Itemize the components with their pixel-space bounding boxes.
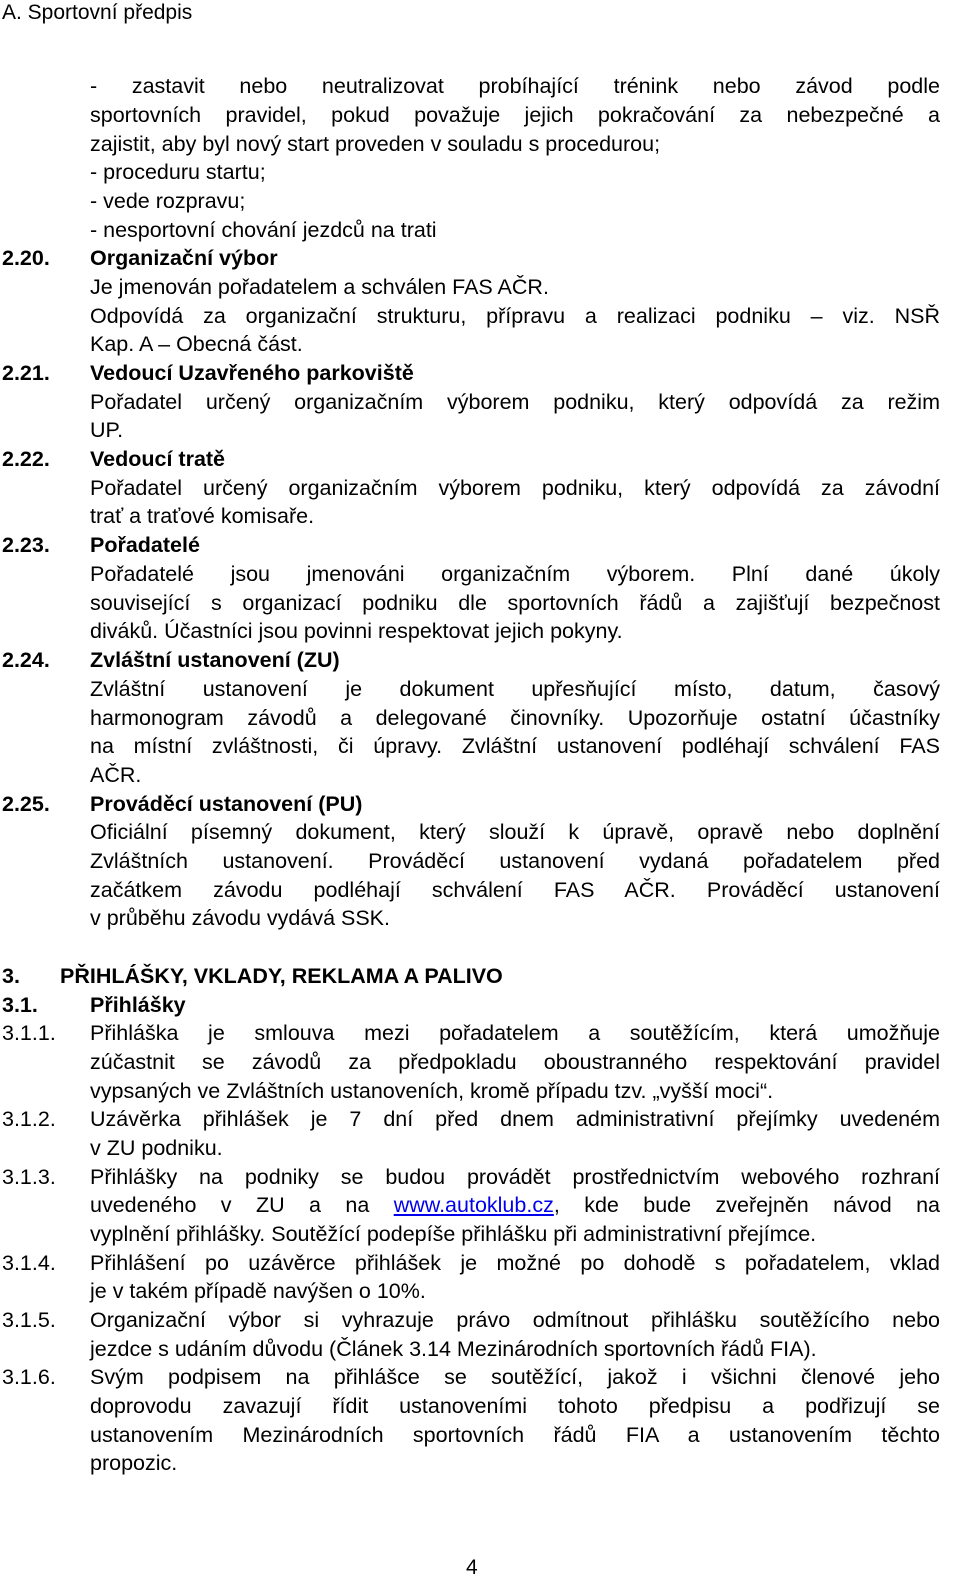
section-text-line: Oficiální písemný dokument, který slouží k úpravě, opravě nebo doplnění (90, 820, 940, 844)
section-title: Zvláštní ustanovení (ZU) (90, 648, 340, 672)
section-title: Vedoucí tratě (90, 447, 226, 471)
page-number: 4 (466, 1556, 478, 1579)
article-text-line: Přihlášky na podniky se budou provádět prostřednictvím webového rozhraní (90, 1165, 940, 1189)
section-text-line: Odpovídá za organizační strukturu, přípravu a realizaci podniku – viz. NSŘ (90, 304, 940, 328)
section-title: Vedoucí Uzavřeného parkoviště (90, 361, 414, 385)
article-number: 3.1.2. (2, 1107, 56, 1131)
article-text-line: vypsaných ve Zvláštních ustanoveních, kromě případu tzv. „vyšší moci“. (90, 1079, 774, 1103)
section-text-line: související s organizací podniku dle sportovních řádů a zajišťují bezpečnost (90, 591, 940, 615)
section-title: Prováděcí ustanovení (PU) (90, 792, 363, 816)
article-text-line: Přihlášení po uzávěrce přihlášek je možné po dohodě s pořadatelem, vklad (90, 1251, 940, 1275)
article-text-line: v ZU podniku. (90, 1136, 223, 1160)
article-text-line-with-link (90, 1191, 940, 1220)
article-text-line: jezdce s udáním důvodu (Článek 3.14 Mezinárodních sportovních řádů FIA). (90, 1337, 817, 1361)
autoklub-link[interactable]: www.autoklub.cz (393, 1193, 554, 1217)
section-text-line: trať a traťové komisaře. (90, 504, 315, 528)
section-text-line: Pořadatel určený organizačním výborem podniku, který odpovídá za závodní (90, 476, 940, 500)
chapter-number: 3. (2, 964, 20, 988)
section-number: 2.25. (2, 792, 50, 816)
intro-line: - zastavit nebo neutralizovat probíhající trénink nebo závod podle (90, 74, 940, 98)
article-text-fragment: uvedeného v ZU a na (90, 1193, 394, 1217)
section-text-line: Pořadatelé jsou jmenováni organizačním výborem. Plní dané úkoly (90, 562, 940, 586)
section-title: Pořadatelé (90, 533, 200, 557)
section-title: Přihlášky (90, 993, 186, 1017)
article-text-fragment: , kde bude zveřejněn návod na (553, 1193, 940, 1217)
article-text-line: Svým podpisem na přihlášce se soutěžící, jakož i všichni členové jeho (90, 1365, 940, 1389)
article-number: 3.1.3. (2, 1165, 56, 1189)
section-title: Organizační výbor (90, 246, 278, 270)
article-text-line: zúčastnit se závodů za předpokladu oboustranného respektování pravidel (90, 1050, 940, 1074)
section-text-line: Je jmenován pořadatelem a schválen FAS AČR. (90, 275, 549, 299)
section-text-line: začátkem závodu podléhají schválení FAS AČR. Prováděcí ustanovení (90, 878, 940, 902)
intro-line: - nesportovní chování jezdců na trati (90, 218, 437, 242)
section-number: 2.21. (2, 361, 50, 385)
section-number: 3.1. (2, 993, 38, 1017)
article-number: 3.1.6. (2, 1365, 56, 1389)
article-text-line: ustanovením Mezinárodních sportovních řádů FIA a ustanovením těchto (90, 1423, 940, 1447)
article-number: 3.1.4. (2, 1251, 56, 1275)
section-number: 2.24. (2, 648, 50, 672)
section-number: 2.23. (2, 533, 50, 557)
article-text-line: Uzávěrka přihlášek je 7 dní před dnem administrativní přejímky uvedeném (90, 1107, 940, 1131)
intro-line: zajistit, aby byl nový start proveden v souladu s procedurou; (90, 132, 661, 156)
article-text-line: Přihláška je smlouva mezi pořadatelem a soutěžícím, která umožňuje (90, 1021, 940, 1045)
article-text-line: Organizační výbor si vyhrazuje právo odmítnout přihlášku soutěžícího nebo (90, 1308, 940, 1332)
section-number: 2.20. (2, 246, 50, 270)
intro-line: - vede rozpravu; (90, 189, 246, 213)
section-text-line: na místní zvláštnosti, či úpravy. Zvláštní ustanovení podléhají schválení FAS (90, 734, 940, 758)
chapter-title: PŘIHLÁŠKY, VKLADY, REKLAMA A PALIVO (60, 964, 503, 988)
section-text-line: Kap. A – Obecná část. (90, 332, 303, 356)
article-text-line: doprovodu zavazují řídit ustanoveními tohoto předpisu a podřizují se (90, 1394, 940, 1418)
article-text-line: je v takém případě navýšen o 10%. (90, 1279, 426, 1303)
page-header-title: A. Sportovní předpis (2, 1, 193, 24)
intro-line: - proceduru startu; (90, 160, 266, 184)
article-number: 3.1.5. (2, 1308, 56, 1332)
intro-line: sportovních pravidel, pokud považuje jejich pokračování za nebezpečné a (90, 103, 940, 127)
section-text-line: harmonogram závodů a delegované činovníky. Upozorňuje ostatní účastníky (90, 706, 940, 730)
article-number: 3.1.1. (2, 1021, 56, 1045)
section-text-line: Zvláštních ustanovení. Prováděcí ustanovení vydaná pořadatelem před (90, 849, 940, 873)
section-text-line: Zvláštní ustanovení je dokument upřesňující místo, datum, časový (90, 677, 940, 701)
article-text-line: vyplnění přihlášky. Soutěžící podepíše přihlášku při administrativní přejímce. (90, 1222, 817, 1246)
section-text-line: diváků. Účastníci jsou povinni respektovat jejich pokyny. (90, 619, 623, 643)
section-number: 2.22. (2, 447, 50, 471)
section-text-line: v průběhu závodu vydává SSK. (90, 906, 390, 930)
article-text-line: propozic. (90, 1451, 178, 1475)
section-text-line: AČR. (90, 763, 142, 787)
section-text-line: UP. (90, 418, 124, 442)
section-text-line: Pořadatel určený organizačním výborem podniku, který odpovídá za režim (90, 390, 940, 414)
